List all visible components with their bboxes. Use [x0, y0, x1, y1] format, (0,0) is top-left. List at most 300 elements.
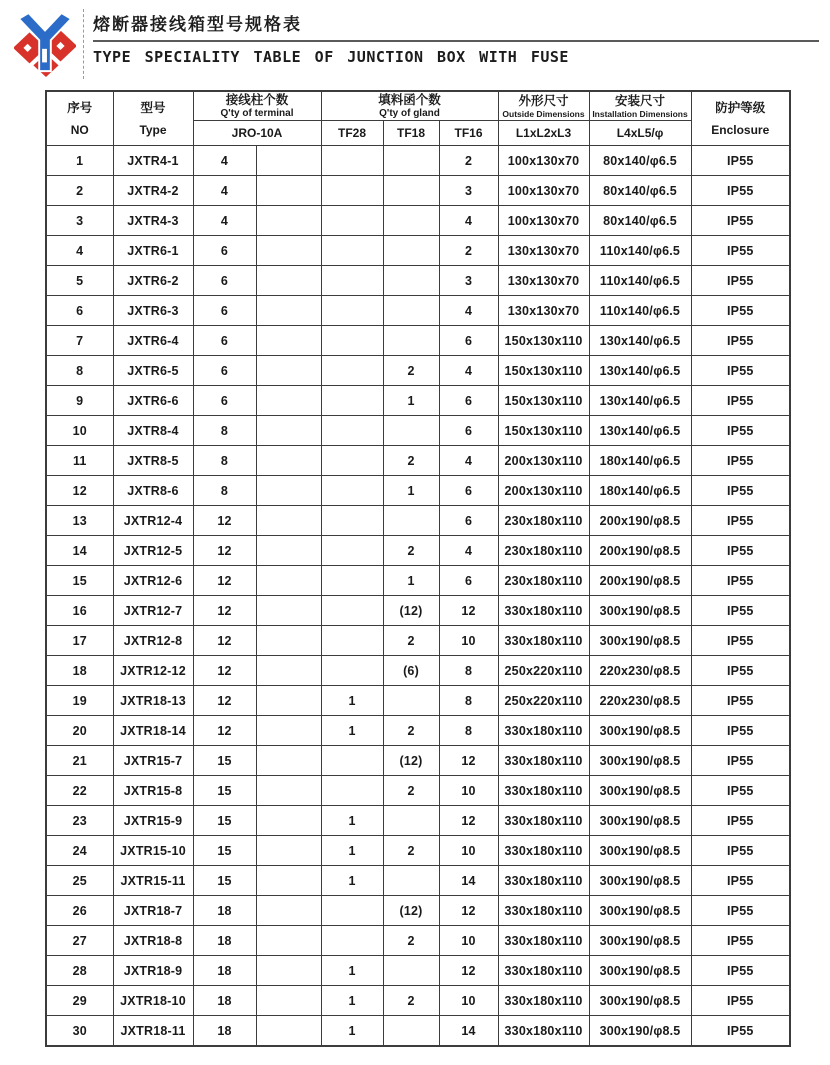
- table-header: [46, 91, 790, 146]
- cell-enclosure: IP55: [691, 746, 790, 776]
- cell-type: JXTR18-10: [113, 986, 193, 1016]
- cell-tf28: [321, 266, 383, 296]
- cell-enclosure: IP55: [691, 206, 790, 236]
- cell-install: 180x140/φ6.5: [589, 476, 691, 506]
- cell-tf28: 1: [321, 866, 383, 896]
- cell-tf18: 2: [383, 716, 439, 746]
- cell-outside: 100x130x70: [498, 176, 589, 206]
- cell-jro: 15: [193, 866, 256, 896]
- cell-tf16: 10: [439, 626, 498, 656]
- cell-tf28: [321, 566, 383, 596]
- cell-no: 28: [46, 956, 113, 986]
- table-row: [46, 296, 790, 326]
- cell-install: 300x190/φ8.5: [589, 986, 691, 1016]
- cell-outside: 330x180x110: [498, 926, 589, 956]
- cell-type: JXTR18-8: [113, 926, 193, 956]
- cell-no: 24: [46, 836, 113, 866]
- table-row: [46, 716, 790, 746]
- cell-tf18: 2: [383, 446, 439, 476]
- cell-jro2: [256, 506, 321, 536]
- cell-tf28: [321, 296, 383, 326]
- table-row: [46, 806, 790, 836]
- cell-type: JXTR4-1: [113, 146, 193, 176]
- cell-jro2: [256, 416, 321, 446]
- cell-no: 29: [46, 986, 113, 1016]
- cell-type: JXTR18-13: [113, 686, 193, 716]
- cell-tf18: 2: [383, 986, 439, 1016]
- cell-jro: 12: [193, 566, 256, 596]
- cell-tf28: [321, 506, 383, 536]
- cell-jro2: [256, 926, 321, 956]
- cell-outside: 330x180x110: [498, 956, 589, 986]
- cell-outside: 250x220x110: [498, 686, 589, 716]
- cell-no: 1: [46, 146, 113, 176]
- cell-tf28: [321, 926, 383, 956]
- cell-jro: 12: [193, 506, 256, 536]
- cell-outside: 200x130x110: [498, 476, 589, 506]
- cell-jro: 12: [193, 596, 256, 626]
- cell-tf18: [383, 266, 439, 296]
- cell-type: JXTR18-14: [113, 716, 193, 746]
- cell-install: 300x190/φ8.5: [589, 596, 691, 626]
- cell-jro: 12: [193, 656, 256, 686]
- cell-no: 17: [46, 626, 113, 656]
- cell-jro: 6: [193, 326, 256, 356]
- cell-outside: 230x180x110: [498, 506, 589, 536]
- cell-type: JXTR18-7: [113, 896, 193, 926]
- cell-tf28: [321, 326, 383, 356]
- cell-tf16: 3: [439, 266, 498, 296]
- cell-tf28: [321, 446, 383, 476]
- cell-jro2: [256, 686, 321, 716]
- cell-install: 110x140/φ6.5: [589, 266, 691, 296]
- cell-jro2: [256, 386, 321, 416]
- cell-enclosure: IP55: [691, 866, 790, 896]
- cell-tf16: 6: [439, 386, 498, 416]
- cell-install: 80x140/φ6.5: [589, 146, 691, 176]
- cell-jro2: [256, 866, 321, 896]
- cell-tf28: [321, 386, 383, 416]
- table-row: [46, 776, 790, 806]
- cell-install: 300x190/φ8.5: [589, 866, 691, 896]
- cell-tf18: [383, 206, 439, 236]
- col-header-gland-group: 填料函个数 Q'ty of gland: [321, 91, 498, 121]
- col-header-no: 序号 NO: [46, 91, 113, 146]
- table-row: [46, 506, 790, 536]
- cell-type: JXTR15-10: [113, 836, 193, 866]
- col-header-install: 安装尺寸 Installation Dimensions: [589, 91, 691, 121]
- cell-type: JXTR15-11: [113, 866, 193, 896]
- table-body: [46, 146, 790, 1047]
- cell-install: 130x140/φ6.5: [589, 326, 691, 356]
- col-header-tf28: TF28: [321, 121, 383, 146]
- cell-outside: 330x180x110: [498, 596, 589, 626]
- cell-jro: 12: [193, 626, 256, 656]
- cell-install: 300x190/φ8.5: [589, 806, 691, 836]
- cell-enclosure: IP55: [691, 476, 790, 506]
- table-row: [46, 566, 790, 596]
- table-row: [46, 206, 790, 236]
- cell-jro: 15: [193, 776, 256, 806]
- table-row: [46, 686, 790, 716]
- cell-outside: 130x130x70: [498, 296, 589, 326]
- cell-install: 130x140/φ6.5: [589, 356, 691, 386]
- spec-table: [45, 90, 791, 1047]
- cell-no: 10: [46, 416, 113, 446]
- cell-install: 300x190/φ8.5: [589, 716, 691, 746]
- cell-type: JXTR6-2: [113, 266, 193, 296]
- cell-jro2: [256, 266, 321, 296]
- cell-no: 27: [46, 926, 113, 956]
- cell-install: 300x190/φ8.5: [589, 896, 691, 926]
- cell-outside: 230x180x110: [498, 536, 589, 566]
- document-header: [14, 8, 814, 84]
- cell-tf16: 4: [439, 446, 498, 476]
- cell-jro: 18: [193, 956, 256, 986]
- cell-tf18: [383, 956, 439, 986]
- cell-tf28: [321, 236, 383, 266]
- cell-no: 30: [46, 1016, 113, 1047]
- cell-tf18: [383, 416, 439, 446]
- table-row: [46, 746, 790, 776]
- cell-install: 200x190/φ8.5: [589, 566, 691, 596]
- cell-no: 3: [46, 206, 113, 236]
- cell-jro: 4: [193, 176, 256, 206]
- cell-no: 7: [46, 326, 113, 356]
- col-header-outside: 外形尺寸 Outside Dimensions: [498, 91, 589, 121]
- cell-enclosure: IP55: [691, 416, 790, 446]
- cell-enclosure: IP55: [691, 536, 790, 566]
- cell-jro: 6: [193, 296, 256, 326]
- cell-enclosure: IP55: [691, 176, 790, 206]
- cell-jro: 15: [193, 836, 256, 866]
- cell-outside: 330x180x110: [498, 806, 589, 836]
- cell-enclosure: IP55: [691, 896, 790, 926]
- cell-no: 5: [46, 266, 113, 296]
- cell-outside: 330x180x110: [498, 776, 589, 806]
- cell-outside: 150x130x110: [498, 416, 589, 446]
- cell-tf28: [321, 776, 383, 806]
- cell-tf18: [383, 806, 439, 836]
- cell-jro2: [256, 446, 321, 476]
- cell-tf16: 6: [439, 326, 498, 356]
- cell-outside: 250x220x110: [498, 656, 589, 686]
- cell-enclosure: IP55: [691, 956, 790, 986]
- cell-outside: 130x130x70: [498, 236, 589, 266]
- cell-tf18: 2: [383, 626, 439, 656]
- cell-install: 220x230/φ8.5: [589, 656, 691, 686]
- cell-tf28: 1: [321, 836, 383, 866]
- cell-outside: 200x130x110: [498, 446, 589, 476]
- table-row: [46, 266, 790, 296]
- cell-tf16: 12: [439, 896, 498, 926]
- table-row: [46, 896, 790, 926]
- cell-tf18: [383, 866, 439, 896]
- cell-outside: 330x180x110: [498, 626, 589, 656]
- cell-jro2: [256, 956, 321, 986]
- cell-jro: 18: [193, 986, 256, 1016]
- table-row: [46, 956, 790, 986]
- cell-tf16: 14: [439, 866, 498, 896]
- cell-tf18: [383, 326, 439, 356]
- cell-jro: 18: [193, 896, 256, 926]
- table-row: [46, 446, 790, 476]
- col-header-l4l5: L4xL5/φ: [589, 121, 691, 146]
- table-row: [46, 476, 790, 506]
- cell-tf18: 2: [383, 926, 439, 956]
- logo-graphic: [14, 10, 76, 78]
- cell-install: 110x140/φ6.5: [589, 236, 691, 266]
- cell-tf16: 10: [439, 926, 498, 956]
- cell-outside: 330x180x110: [498, 986, 589, 1016]
- cell-tf16: 8: [439, 686, 498, 716]
- cell-tf18: (12): [383, 896, 439, 926]
- cell-outside: 130x130x70: [498, 266, 589, 296]
- cell-jro: 6: [193, 356, 256, 386]
- cell-tf16: 10: [439, 776, 498, 806]
- cell-type: JXTR12-7: [113, 596, 193, 626]
- table-row: [46, 626, 790, 656]
- cell-outside: 230x180x110: [498, 566, 589, 596]
- table-row: [46, 926, 790, 956]
- cell-tf16: 2: [439, 146, 498, 176]
- cell-no: 19: [46, 686, 113, 716]
- table-row: [46, 146, 790, 176]
- cell-enclosure: IP55: [691, 446, 790, 476]
- cell-outside: 330x180x110: [498, 866, 589, 896]
- cell-outside: 150x130x110: [498, 326, 589, 356]
- table-row: [46, 236, 790, 266]
- cell-enclosure: IP55: [691, 716, 790, 746]
- cell-tf28: 1: [321, 986, 383, 1016]
- cell-jro: 12: [193, 536, 256, 566]
- cell-type: JXTR4-3: [113, 206, 193, 236]
- cell-enclosure: IP55: [691, 1016, 790, 1047]
- table-row: [46, 836, 790, 866]
- cell-tf28: [321, 896, 383, 926]
- cell-no: 20: [46, 716, 113, 746]
- cell-jro2: [256, 716, 321, 746]
- cell-tf18: 1: [383, 386, 439, 416]
- cell-tf18: (12): [383, 596, 439, 626]
- cell-outside: 330x180x110: [498, 746, 589, 776]
- cell-outside: 330x180x110: [498, 1016, 589, 1047]
- cell-install: 200x190/φ8.5: [589, 536, 691, 566]
- cell-jro2: [256, 176, 321, 206]
- cell-enclosure: IP55: [691, 296, 790, 326]
- cell-no: 21: [46, 746, 113, 776]
- table-row: [46, 866, 790, 896]
- cell-no: 11: [46, 446, 113, 476]
- cell-tf18: (12): [383, 746, 439, 776]
- cell-tf18: 2: [383, 536, 439, 566]
- cell-type: JXTR6-3: [113, 296, 193, 326]
- cell-jro: 6: [193, 236, 256, 266]
- cell-tf18: [383, 146, 439, 176]
- cell-type: JXTR15-8: [113, 776, 193, 806]
- cell-jro2: [256, 656, 321, 686]
- cell-tf18: 1: [383, 476, 439, 506]
- cell-jro: 8: [193, 416, 256, 446]
- cell-type: JXTR12-12: [113, 656, 193, 686]
- cell-tf16: 4: [439, 536, 498, 566]
- cell-tf16: 4: [439, 296, 498, 326]
- cell-tf18: 1: [383, 566, 439, 596]
- cell-tf16: 10: [439, 986, 498, 1016]
- cell-jro2: [256, 596, 321, 626]
- cell-tf28: [321, 656, 383, 686]
- cell-outside: 330x180x110: [498, 836, 589, 866]
- cell-jro: 4: [193, 146, 256, 176]
- logo-divider: [83, 9, 84, 79]
- cell-outside: 330x180x110: [498, 896, 589, 926]
- cell-install: 110x140/φ6.5: [589, 296, 691, 326]
- table-row: [46, 326, 790, 356]
- cell-no: 14: [46, 536, 113, 566]
- cell-jro2: [256, 566, 321, 596]
- cell-outside: 100x130x70: [498, 206, 589, 236]
- cell-jro2: [256, 776, 321, 806]
- cell-enclosure: IP55: [691, 686, 790, 716]
- cell-tf18: [383, 176, 439, 206]
- col-header-jro-10a: JRO-10A: [193, 121, 321, 146]
- cell-tf16: 8: [439, 656, 498, 686]
- cell-outside: 150x130x110: [498, 386, 589, 416]
- cell-jro: 18: [193, 926, 256, 956]
- cell-install: 300x190/φ8.5: [589, 1016, 691, 1047]
- cell-no: 22: [46, 776, 113, 806]
- cell-tf16: 6: [439, 506, 498, 536]
- cell-jro: 15: [193, 806, 256, 836]
- cell-jro2: [256, 146, 321, 176]
- cell-type: JXTR18-11: [113, 1016, 193, 1047]
- cell-tf28: 1: [321, 686, 383, 716]
- cell-enclosure: IP55: [691, 236, 790, 266]
- cell-type: JXTR12-4: [113, 506, 193, 536]
- title-rule: [93, 40, 819, 42]
- table-row: [46, 356, 790, 386]
- cell-no: 16: [46, 596, 113, 626]
- cell-tf16: 6: [439, 566, 498, 596]
- cell-tf28: 1: [321, 956, 383, 986]
- col-header-l1l2l3: L1xL2xL3: [498, 121, 589, 146]
- cell-jro2: [256, 476, 321, 506]
- cell-install: 300x190/φ8.5: [589, 836, 691, 866]
- cell-jro: 18: [193, 1016, 256, 1047]
- table-row: [46, 986, 790, 1016]
- cell-no: 4: [46, 236, 113, 266]
- cell-jro: 6: [193, 386, 256, 416]
- cell-tf16: 12: [439, 956, 498, 986]
- cell-type: JXTR15-9: [113, 806, 193, 836]
- table-row: [46, 596, 790, 626]
- cell-jro2: [256, 626, 321, 656]
- cell-tf16: 8: [439, 716, 498, 746]
- page-title-english: TYPE SPECIALITY TABLE OF JUNCTION BOX WITH FUSE: [93, 48, 569, 67]
- cell-install: 300x190/φ8.5: [589, 776, 691, 806]
- cell-install: 130x140/φ6.5: [589, 416, 691, 446]
- cell-tf16: 12: [439, 746, 498, 776]
- cell-enclosure: IP55: [691, 506, 790, 536]
- cell-outside: 150x130x110: [498, 356, 589, 386]
- cell-jro2: [256, 206, 321, 236]
- company-logo-icon: [14, 10, 76, 78]
- cell-jro: 6: [193, 266, 256, 296]
- col-header-terminal-group: 接线柱个数 Q'ty of terminal: [193, 91, 321, 121]
- cell-jro: 4: [193, 206, 256, 236]
- cell-tf28: [321, 746, 383, 776]
- cell-tf18: (6): [383, 656, 439, 686]
- cell-tf16: 12: [439, 806, 498, 836]
- cell-tf16: 6: [439, 416, 498, 446]
- col-header-tf16: TF16: [439, 121, 498, 146]
- cell-tf18: [383, 686, 439, 716]
- cell-install: 300x190/φ8.5: [589, 956, 691, 986]
- cell-type: JXTR15-7: [113, 746, 193, 776]
- cell-tf28: [321, 536, 383, 566]
- cell-type: JXTR12-8: [113, 626, 193, 656]
- cell-tf16: 14: [439, 1016, 498, 1047]
- cell-no: 2: [46, 176, 113, 206]
- cell-enclosure: IP55: [691, 266, 790, 296]
- cell-install: 180x140/φ6.5: [589, 446, 691, 476]
- cell-enclosure: IP55: [691, 566, 790, 596]
- table-row: [46, 176, 790, 206]
- cell-type: JXTR12-6: [113, 566, 193, 596]
- cell-tf28: [321, 476, 383, 506]
- col-header-tf18: TF18: [383, 121, 439, 146]
- cell-install: 300x190/φ8.5: [589, 926, 691, 956]
- cell-tf18: [383, 296, 439, 326]
- col-header-type: 型号 Type: [113, 91, 193, 146]
- cell-tf28: 1: [321, 716, 383, 746]
- cell-type: JXTR6-1: [113, 236, 193, 266]
- cell-jro2: [256, 746, 321, 776]
- cell-outside: 100x130x70: [498, 146, 589, 176]
- cell-tf18: 2: [383, 356, 439, 386]
- col-header-enclosure: 防护等级 Enclosure: [691, 91, 790, 146]
- cell-jro: 8: [193, 476, 256, 506]
- table-row: [46, 1016, 790, 1047]
- cell-enclosure: IP55: [691, 656, 790, 686]
- cell-tf28: [321, 146, 383, 176]
- cell-jro2: [256, 326, 321, 356]
- cell-jro2: [256, 236, 321, 266]
- cell-tf16: 4: [439, 356, 498, 386]
- table-row: [46, 416, 790, 446]
- cell-enclosure: IP55: [691, 386, 790, 416]
- table-row: [46, 536, 790, 566]
- cell-tf16: 2: [439, 236, 498, 266]
- cell-install: 130x140/φ6.5: [589, 386, 691, 416]
- cell-jro: 8: [193, 446, 256, 476]
- cell-type: JXTR6-4: [113, 326, 193, 356]
- cell-enclosure: IP55: [691, 326, 790, 356]
- cell-tf28: 1: [321, 1016, 383, 1047]
- cell-jro2: [256, 986, 321, 1016]
- cell-install: 300x190/φ8.5: [589, 626, 691, 656]
- cell-install: 80x140/φ6.5: [589, 206, 691, 236]
- cell-type: JXTR8-4: [113, 416, 193, 446]
- cell-outside: 330x180x110: [498, 716, 589, 746]
- cell-jro: 12: [193, 716, 256, 746]
- cell-jro2: [256, 1016, 321, 1047]
- cell-no: 6: [46, 296, 113, 326]
- cell-jro2: [256, 896, 321, 926]
- table-row: [46, 656, 790, 686]
- cell-tf28: [321, 356, 383, 386]
- cell-type: JXTR8-5: [113, 446, 193, 476]
